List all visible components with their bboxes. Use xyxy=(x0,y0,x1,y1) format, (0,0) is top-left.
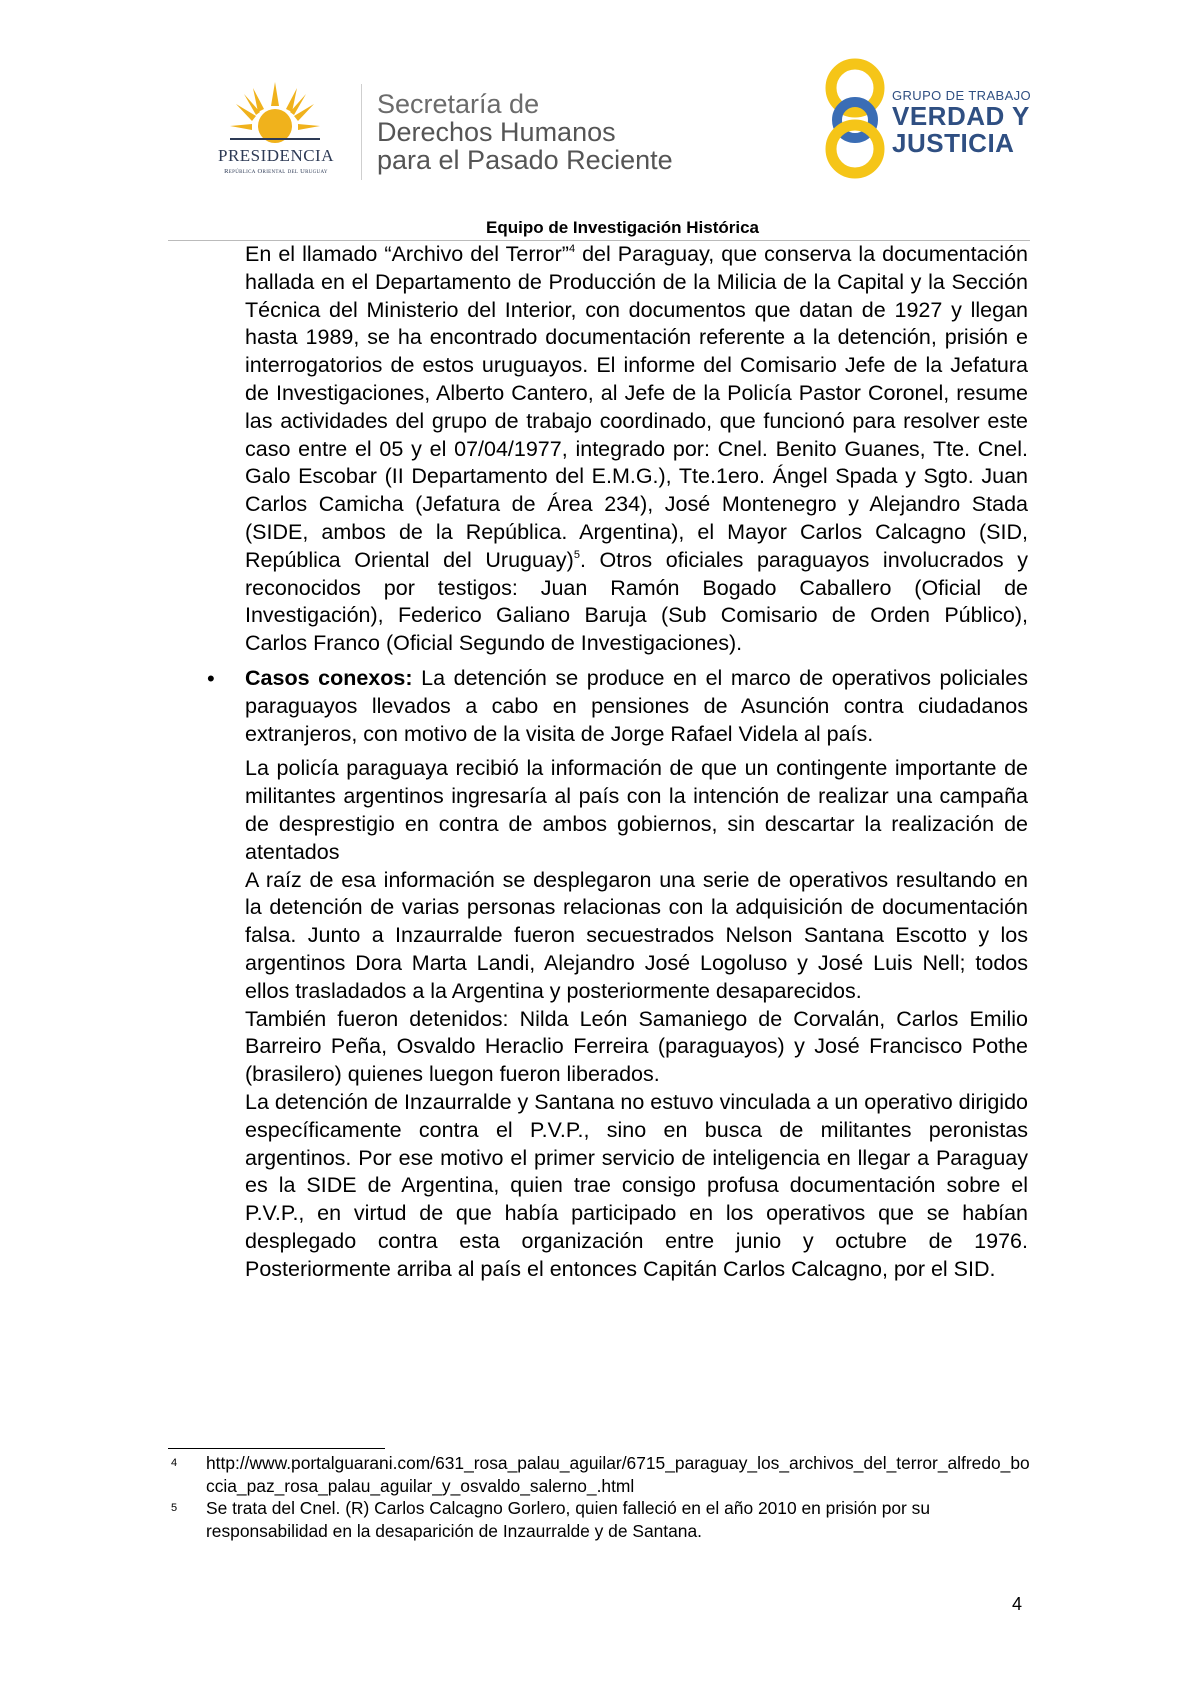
footnote-ref: 5 xyxy=(573,548,580,561)
footnote-5 xyxy=(168,1497,1030,1542)
footnote-4 xyxy=(168,1452,1030,1497)
secretaria-logo-text xyxy=(377,90,673,174)
paragraph-archivo-terror xyxy=(245,241,1028,658)
presidencia-subtitle: República Oriental del Uruguay xyxy=(224,168,328,175)
footnote-ref: 4 xyxy=(568,243,576,255)
footnote-text: Se trata del Cnel. (R) Carlos Calcagno Gorlero, quien falleció en el año 2010 en prisión por su responsabilidad en la desaparición de Inzaurralde y de Santana. xyxy=(206,1498,931,1541)
team-title: Equipo de Investigación Histórica xyxy=(486,218,759,237)
paragraph-detenidos: También fueron detenidos: Nilda León Samaniego de Corvalán, Carlos Emilio Barreiro Peña, Osvaldo Heraclio Ferreira (paraguayos) y José Francisco Pothe (brasilero) quienes luegon fueron liberados. xyxy=(245,1006,1028,1087)
footnote-number: 4 xyxy=(171,1457,178,1469)
grupo-line-2: VERDAD Y xyxy=(892,101,1030,131)
grupo-trabajo-logo xyxy=(822,56,1042,180)
bullet-text: La detención se produce en el marco de operativos policiales paraguayos llevados a cabo en pensiones de Asunción contra ciudadanos extranjeros, con motivo de la visita de Jorge Rafael Videla al país. xyxy=(245,665,1028,746)
grupo-trabajo-text xyxy=(892,88,1031,157)
page-number: 4 xyxy=(1012,1594,1023,1614)
bullet-icon: • xyxy=(207,665,215,691)
presidencia-name: PRESIDENCIA xyxy=(217,146,334,165)
secretaria-line-1: Secretaría de xyxy=(377,89,540,119)
paragraph-policia: La policía paraguaya recibió la información de que un contingente importante de militantes argentinos ingresaría al país con la intención de realizar una campaña de desprestigio en contra de ambos gobiernos, sin descartar la realización de atentados xyxy=(245,756,1028,864)
grupo-line-3: JUSTICIA xyxy=(892,128,1015,158)
presidencia-logo xyxy=(196,80,356,180)
footnote-link[interactable]: http://www.portalguarani.com/631_rosa_palau_aguilar/6715_paraguay_los_archivos_del_terror_alfredo_boccia_paz_rosa_palau_aguilar_y_osvaldo_salerno_.html xyxy=(206,1453,1030,1496)
footnotes xyxy=(168,1452,1030,1542)
bullet-label: Casos conexos: xyxy=(245,665,413,690)
secretaria-line-2: Derechos Humanos xyxy=(377,117,616,147)
page-header xyxy=(0,0,1190,250)
text-segment: . Otros oficiales paraguayos involucrados y reconocidos por testigos: Juan Ramón Bogado Caballero (Oficial de Investigación), Federico Galiano Baruja (Sub Comisario de Orden Público), Carlos Franco (Oficial Segundo de Investigaciones). xyxy=(245,547,1028,656)
secretaria-line-3: para el Pasado Reciente xyxy=(377,145,673,175)
document-body xyxy=(207,241,1029,1283)
text-segment: En el llamado “Archivo del Terror” xyxy=(245,242,569,266)
rings-icon xyxy=(822,56,888,180)
footnote-rule xyxy=(168,1448,385,1449)
bullet-casos-conexos xyxy=(207,665,1028,748)
paragraph-operativos: A raíz de esa información se desplegaron una serie de operativos resultando en la detención de varias personas relacionas con la adquisición de documentación falsa. Junto a Inzaurralde fueron secuestrados Nelson Santana Escotto y los argentinos Dora Marta Landi, Alejandro José Logoluso y José Luis Nell; todos ellos trasladados a la Argentina y posteriormente desaparecidos. xyxy=(245,867,1028,1003)
paragraph-detencion: La detención de Inzaurralde y Santana no estuvo vinculada a un operativo dirigido específicamente contra el P.V.P., sino en busca de militantes peronistas argentinos. Por ese motivo el primer servicio de inteligencia en llegar a Paraguay es la SIDE de Argentina, quien trae consigo profusa documentación sobre el P.V.P., en virtud de que había participado en los operativos que se habían desplegado contra esta organización entre junio y octubre de 1976. Posteriormente arriba al país el entonces Capitán Carlos Calcagno, por el SID. xyxy=(245,1089,1028,1281)
bullet-paragraph xyxy=(245,665,1028,748)
footnote-number: 5 xyxy=(171,1502,178,1514)
logo-divider xyxy=(361,84,362,180)
sun-icon xyxy=(230,80,320,150)
text-segment: del Paraguay, que conserva la documentación hallada en el Departamento de Producción de la Milicia de la Capital y la Sección Técnica del Ministerio del Interior, con documentos que datan de 1927 y llegan hasta 1989, se ha encontrado documentación referente a la detención, prisión e interrogatorios de estos uruguayos. El informe del Comisario Jefe de la Jefatura de Investigaciones, Alberto Cantero, al Jefe de la Policía Pastor Coronel, resume las actividades del grupo de trabajo coordinado, que funcionó para resolver este caso entre el 05 y el 07/04/1977, integrado por: Cnel. Benito Guanes, Tte. Cnel. Galo Escobar (II Departamento del E.M.G.), Tte.1ero. Ángel Spada y Sgto. Juan Carlos Camicha (Jefatura de Área 234), José Montenegro y Alejandro Stada (SIDE, ambos de la República. Argentina), el Mayor Carlos Calcagno (SID, República Oriental del Uruguay) xyxy=(245,242,1029,572)
grupo-line-1: GRUPO DE TRABAJO xyxy=(892,88,1032,103)
